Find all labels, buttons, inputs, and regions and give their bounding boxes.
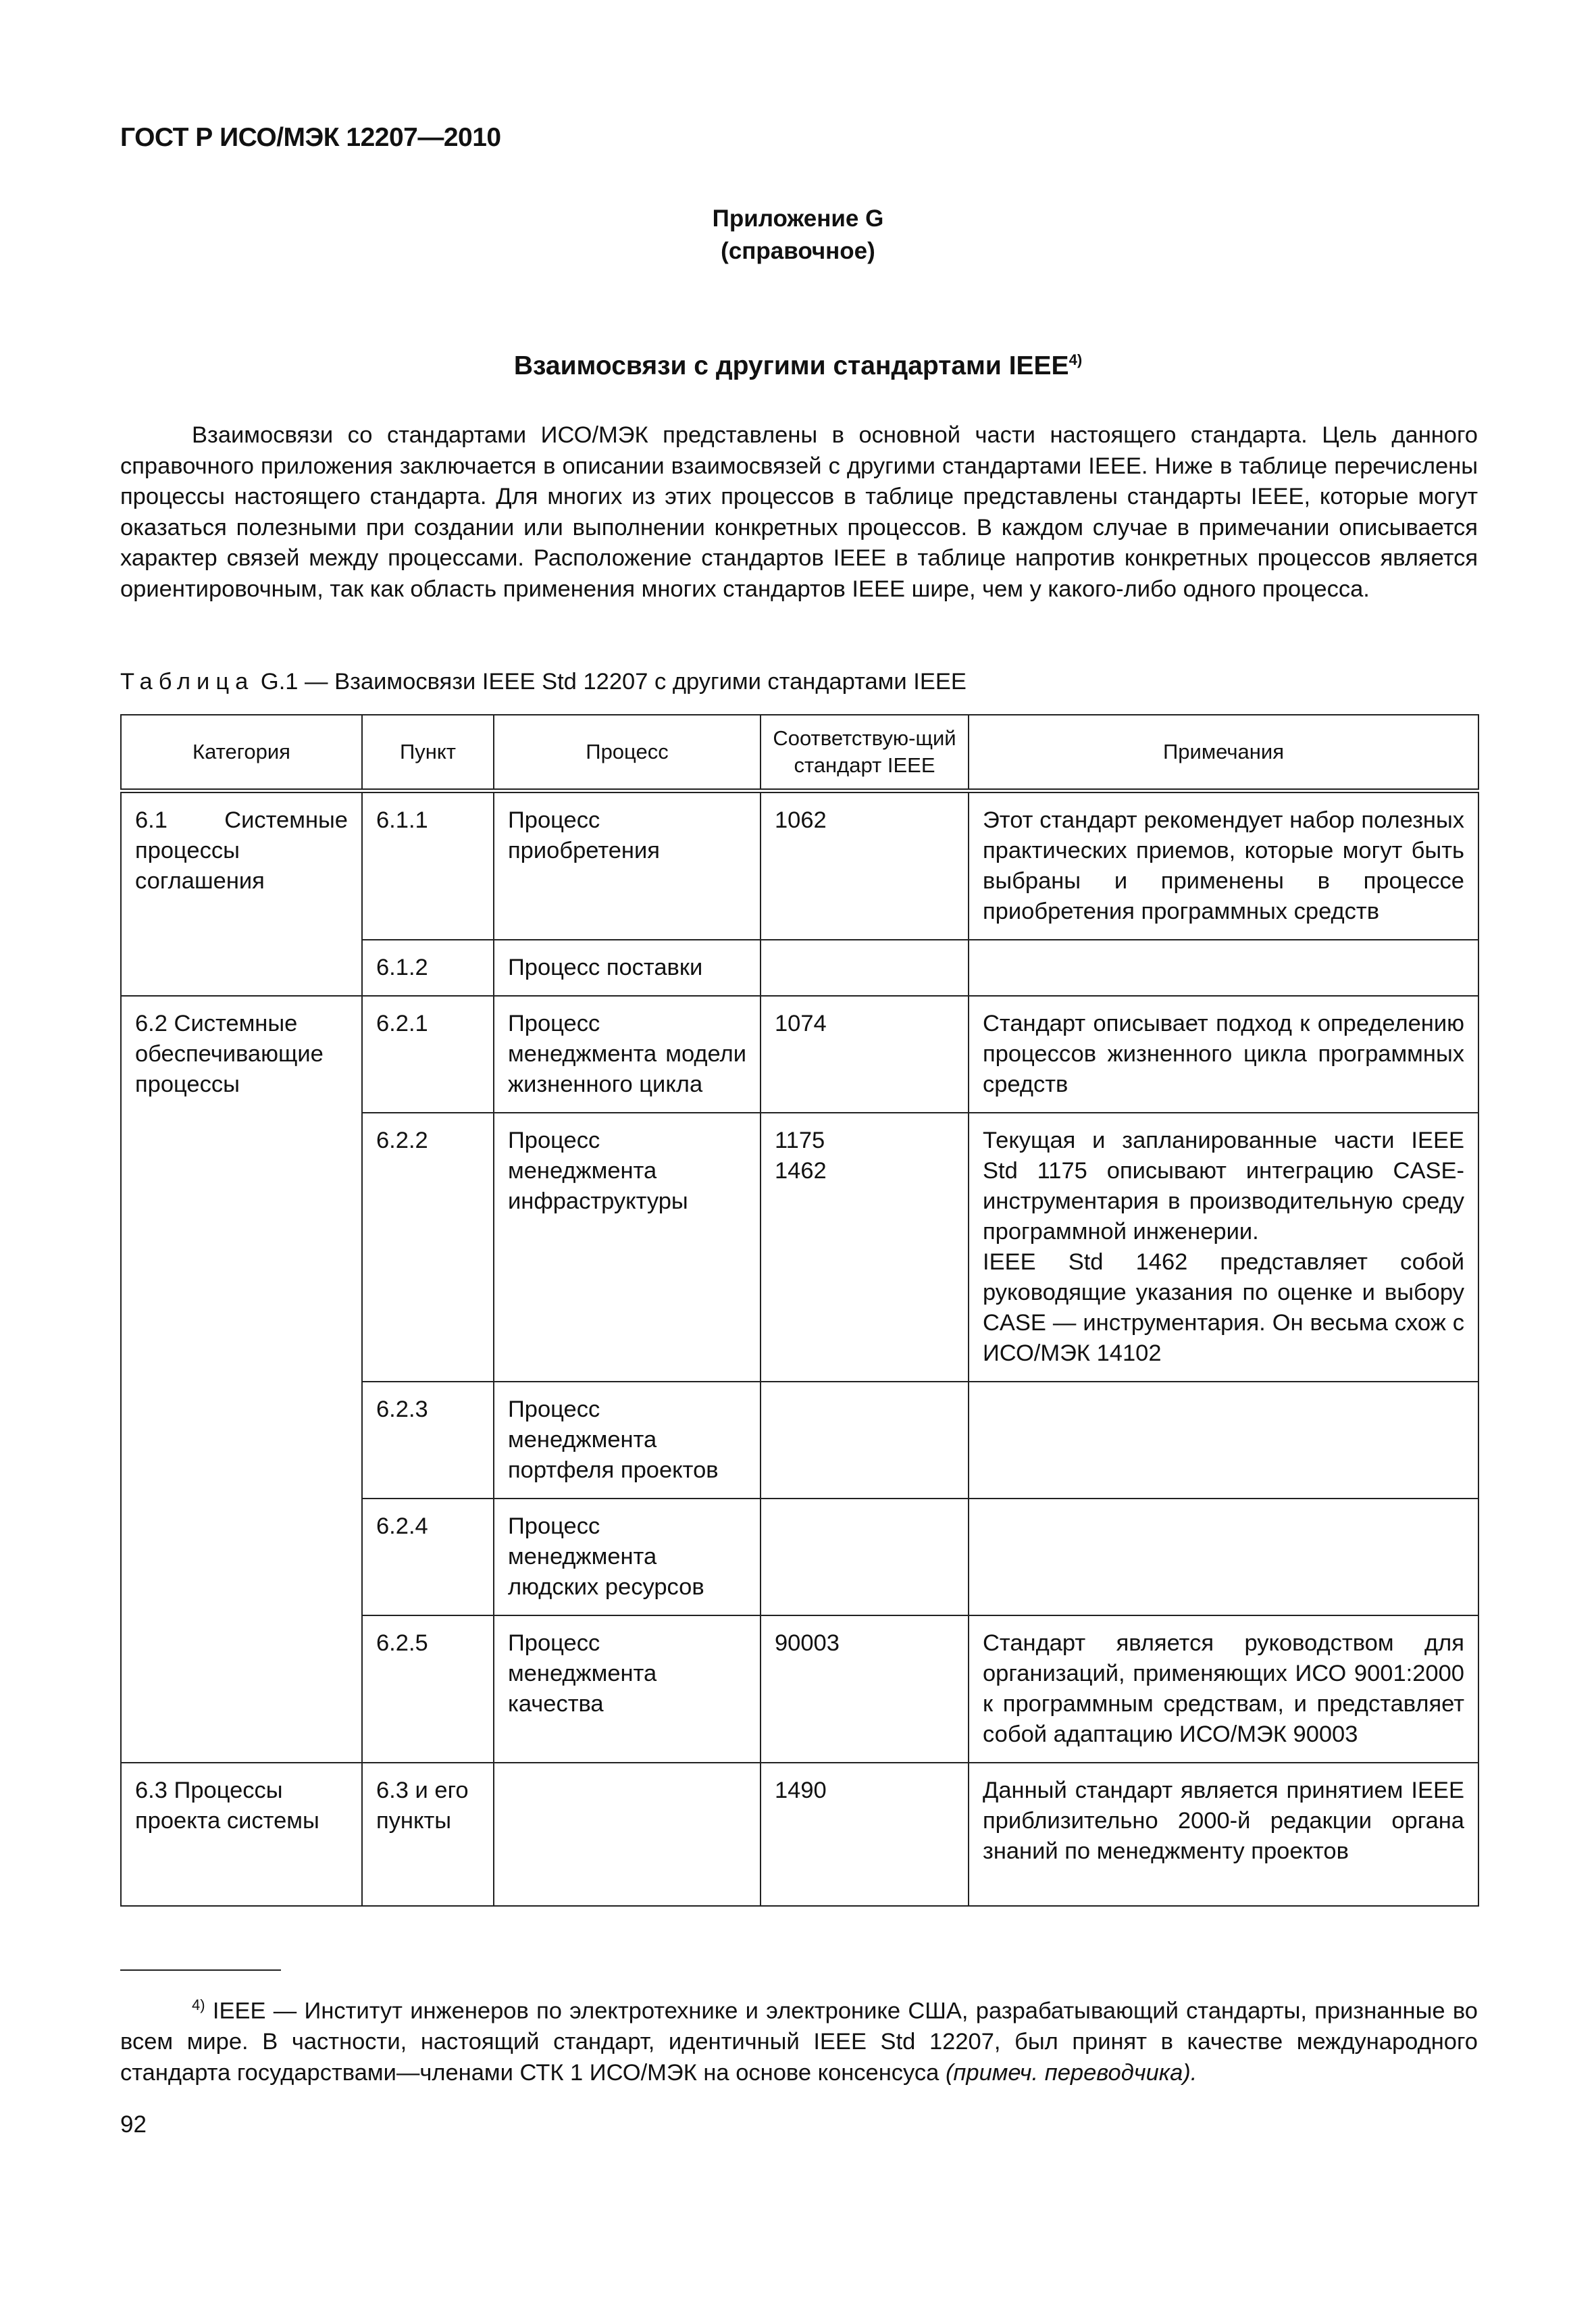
note-cell [969, 1382, 1478, 1499]
footnote [120, 1990, 1478, 2088]
note-cell [969, 1113, 1478, 1382]
process-cell: Процесс менеджмента качества [494, 1615, 761, 1763]
intro-paragraph [120, 420, 1478, 605]
process-cell: Процесс менеджмента инфраструктуры [494, 1113, 761, 1382]
intro-text: Взаимосвязи со стандартами ИСО/МЭК представлены в основной части настоящего стандарта. Цель данного справочного приложения заключается в описании взаимосвязей с другими стандартами IEEE. Ниже в таблице перечислены процессы настоящего стандарта. Для многих из этих процессов в таблице представлены стандарты IEEE, которые могут оказаться полезными при создании или выполнении конкретных процессов. В каждом случае в примечании описывается характер связей между процессами. Расположение стандартов IEEE в таблице напротив конкретных процессов является ориентировочным, так как область применения многих стандартов IEEE шире, чем у какого-либо одного процесса. [120, 422, 1478, 602]
note-cell: Стандарт является руководством для организаций, применяющих ИСО 9001:2000 к программным средствам, и представляет собой адаптацию ИСО/МЭК 90003 [969, 1615, 1478, 1763]
relations-table [120, 714, 1479, 1907]
clause-cell: 6.3 и его пункты [362, 1763, 494, 1906]
table-row [121, 791, 1478, 940]
standard-cell: 1062 [761, 791, 969, 940]
note-paragraph: IEEE Std 1462 представляет собой руководящие указания по оценке и выбору CASE — инструментария. Он весьма схож с ИСО/МЭК 14102 [983, 1249, 1464, 1366]
process-cell: Процесс менеджмента модели жизненного цикла [494, 996, 761, 1113]
header-process: Процесс [494, 715, 761, 791]
category-cell: 6.3 Процессы проекта системы [121, 1763, 362, 1906]
table-caption-label: Таблица [120, 669, 255, 695]
standard-cell [761, 1113, 969, 1382]
page-number: 92 [120, 2111, 147, 2138]
note-paragraph: Текущая и запланированные части IEEE Std 1175 описывают интеграцию CASE-инструментария в производительную среду программной инженерии. [983, 1128, 1464, 1244]
header-category: Категория [121, 715, 362, 791]
section-title-text: Взаимосвязи с другими стандартами IEEE [513, 351, 1069, 380]
clause-cell: 6.2.3 [362, 1382, 494, 1499]
note-cell [969, 1499, 1478, 1615]
standard-value: 1175 [775, 1128, 825, 1153]
note-cell: Этот стандарт рекомендует набор полезных практических приемов, которые могут быть выбраны и применены в процессе приобретения программных средств [969, 791, 1478, 940]
document-header: ГОСТ Р ИСО/МЭК 12207—2010 [120, 123, 501, 152]
section-footnote-mark: 4) [1069, 351, 1083, 368]
process-cell [494, 1763, 761, 1906]
process-cell: Процесс менеджмента портфеля проектов [494, 1382, 761, 1499]
table-row [121, 1763, 1478, 1906]
footnote-text: IEEE — Институт инженеров по электротехнике и электронике США, разрабатывающий стандарты, признанные во всем мире. В частности, настоящий стандарт, идентичный IEEE Std 12207, был принят в качестве международного стандарта государствами—членами СТК 1 ИСО/МЭК на основе консенсуса [120, 1998, 1478, 2086]
clause-cell: 6.2.5 [362, 1615, 494, 1763]
standard-cell [761, 940, 969, 996]
standard-cell [761, 1499, 969, 1615]
appendix-heading [0, 203, 1596, 268]
appendix-type: (справочное) [721, 238, 875, 264]
standard-cell: 90003 [761, 1615, 969, 1763]
table-row [121, 996, 1478, 1113]
standard-cell: 1074 [761, 996, 969, 1113]
footnote-paragraph [120, 1990, 1478, 2088]
header-notes: Примечания [969, 715, 1478, 791]
appendix-label: Приложение G [712, 205, 884, 232]
process-cell: Процесс приобретения [494, 791, 761, 940]
clause-cell: 6.2.1 [362, 996, 494, 1113]
process-cell: Процесс менеджмента людских ресурсов [494, 1499, 761, 1615]
category-cell: 6.1 Системные процессы соглашения [121, 791, 362, 997]
footnote-italic: (примеч. переводчика). [945, 2059, 1198, 2086]
standard-cell [761, 1382, 969, 1499]
header-standard: Соответствую-щий стандарт IEEE [761, 715, 969, 791]
header-clause: Пункт [362, 715, 494, 791]
table-caption-text: G.1 — Взаимосвязи IEEE Std 12207 с другими стандартами IEEE [254, 669, 967, 695]
note-cell [969, 940, 1478, 996]
clause-cell: 6.2.4 [362, 1499, 494, 1615]
category-cell: 6.2 Системные обеспечивающие процессы [121, 996, 362, 1763]
table-caption [120, 669, 967, 695]
standard-value: 1462 [775, 1158, 827, 1184]
standard-cell: 1490 [761, 1763, 969, 1906]
note-cell: Стандарт описывает подход к определению процессов жизненного цикла программных средств [969, 996, 1478, 1113]
section-title [0, 351, 1596, 381]
footnote-mark: 4) [192, 1996, 205, 2013]
note-cell: Данный стандарт является принятием IEEE приблизительно 2000-й редакции органа знаний по менеджменту проектов [969, 1763, 1478, 1906]
process-cell: Процесс поставки [494, 940, 761, 996]
table-header-row [121, 715, 1478, 791]
clause-cell: 6.1.1 [362, 791, 494, 940]
clause-cell: 6.2.2 [362, 1113, 494, 1382]
footnote-divider [120, 1969, 281, 1971]
clause-cell: 6.1.2 [362, 940, 494, 996]
